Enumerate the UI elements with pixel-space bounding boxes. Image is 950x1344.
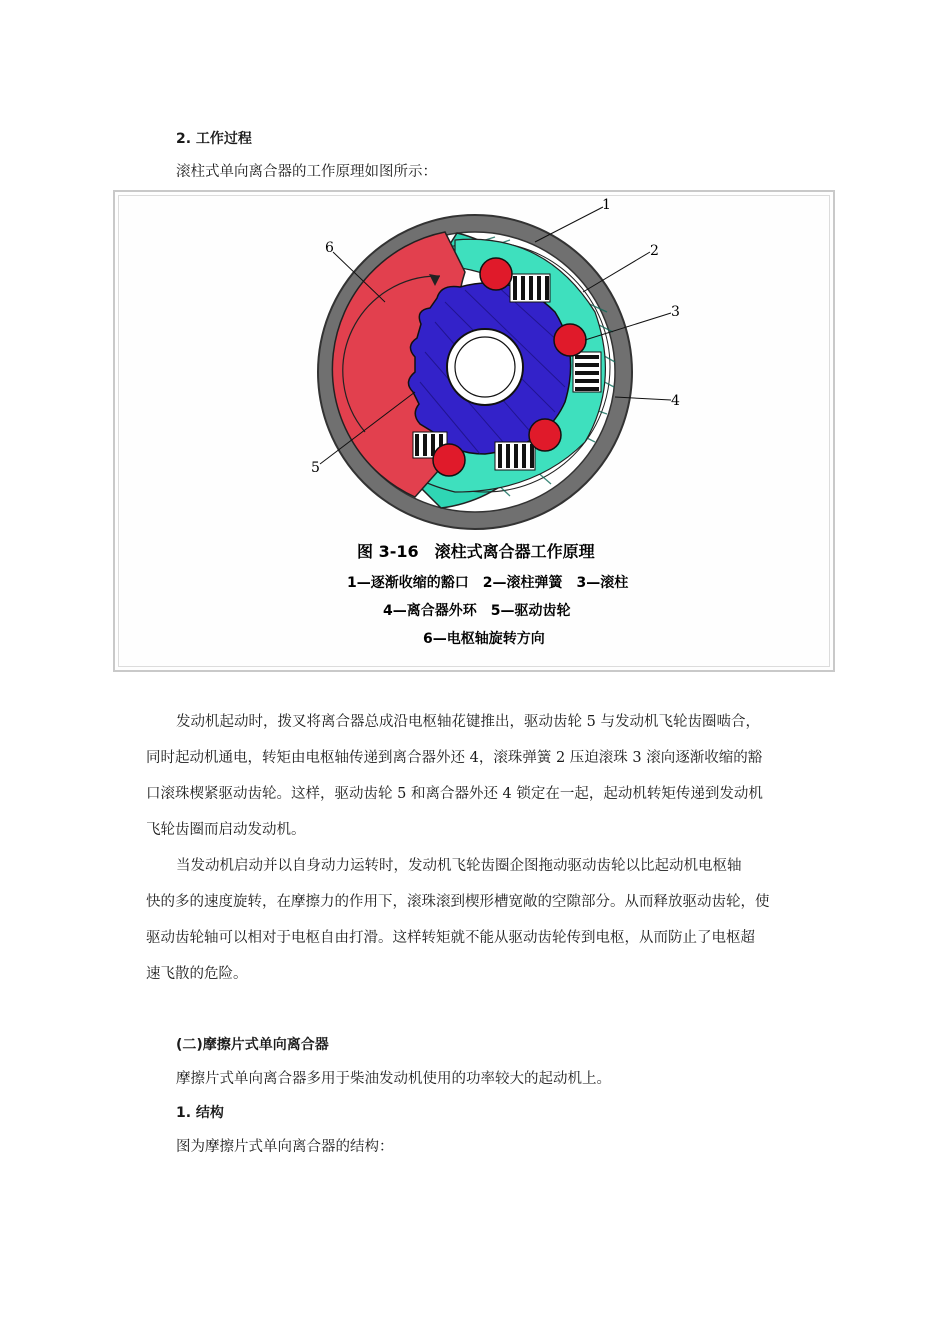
paragraph-overrun xyxy=(146,848,812,992)
sub-heading-structure: 1. 结构 xyxy=(176,1105,224,1121)
callout-1: 1 xyxy=(602,197,611,213)
figure-legend-line-2: 4—离合器外环 5—驱动齿轮 xyxy=(383,603,571,619)
roller-clutch-diagram xyxy=(115,192,833,670)
text-line: 口滚珠楔紧驱动齿轮。这样，驱动齿轮 5 和离合器外还 4 锁定在一起，起动机转矩传递到发动机 xyxy=(146,786,763,802)
sub-intro-structure: 图为摩擦片式单向离合器的结构： xyxy=(176,1139,394,1155)
text-line: 驱动齿轮轴可以相对于电枢自由打滑。这样转矩就不能从驱动齿轮传到电枢，从而防止了电枢超 xyxy=(146,930,755,946)
roller xyxy=(529,419,561,451)
roller xyxy=(433,444,465,476)
figure-caption: 图 3-16 滚柱式离合器工作原理 xyxy=(357,542,595,561)
text-line: 飞轮齿圈而启动发动机。 xyxy=(146,822,306,838)
callout-6: 6 xyxy=(325,240,334,256)
text-line: 当发动机启动并以自身动力运转时，发动机飞轮齿圈企图拖动驱动齿轮以比起动机电枢轴 xyxy=(176,858,742,874)
callout-4: 4 xyxy=(671,393,680,409)
section-intro-friction: 摩擦片式单向离合器多用于柴油发动机使用的功率较大的起动机上。 xyxy=(176,1071,611,1087)
roller xyxy=(480,258,512,290)
text-line: 快的多的速度旋转，在摩擦力的作用下，滚珠滚到楔形槽宽敞的空隙部分。从而释放驱动齿轮，使 xyxy=(146,894,770,910)
roller xyxy=(554,324,586,356)
figure-legend-line-3: 6—电枢轴旋转方向 xyxy=(423,631,545,647)
figure-legend-line-1: 1—逐渐收缩的豁口 2—滚柱弹簧 3—滚柱 xyxy=(347,575,629,591)
section-heading-working-process: 2. 工作过程 xyxy=(176,131,252,147)
figure-roller-clutch xyxy=(113,190,835,672)
paragraph-engine-start xyxy=(146,704,812,848)
text-line: 发动机起动时，拨叉将离合器总成沿电枢轴花键推出，驱动齿轮 5 与发动机飞轮齿圈啮合， xyxy=(176,714,760,730)
callout-2: 2 xyxy=(650,243,659,259)
text-line: 速飞散的危险。 xyxy=(146,966,248,982)
callout-5: 5 xyxy=(311,460,320,476)
callout-3: 3 xyxy=(671,304,680,320)
text-line: 同时起动机通电，转矩由电枢轴传递到离合器外还 4，滚珠弹簧 2 压迫滚珠 3 滚向逐渐收缩的豁 xyxy=(146,750,763,766)
section-heading-friction-clutch: (二)摩擦片式单向离合器 xyxy=(176,1037,329,1053)
section-intro: 滚柱式单向离合器的工作原理如图所示： xyxy=(176,164,437,180)
